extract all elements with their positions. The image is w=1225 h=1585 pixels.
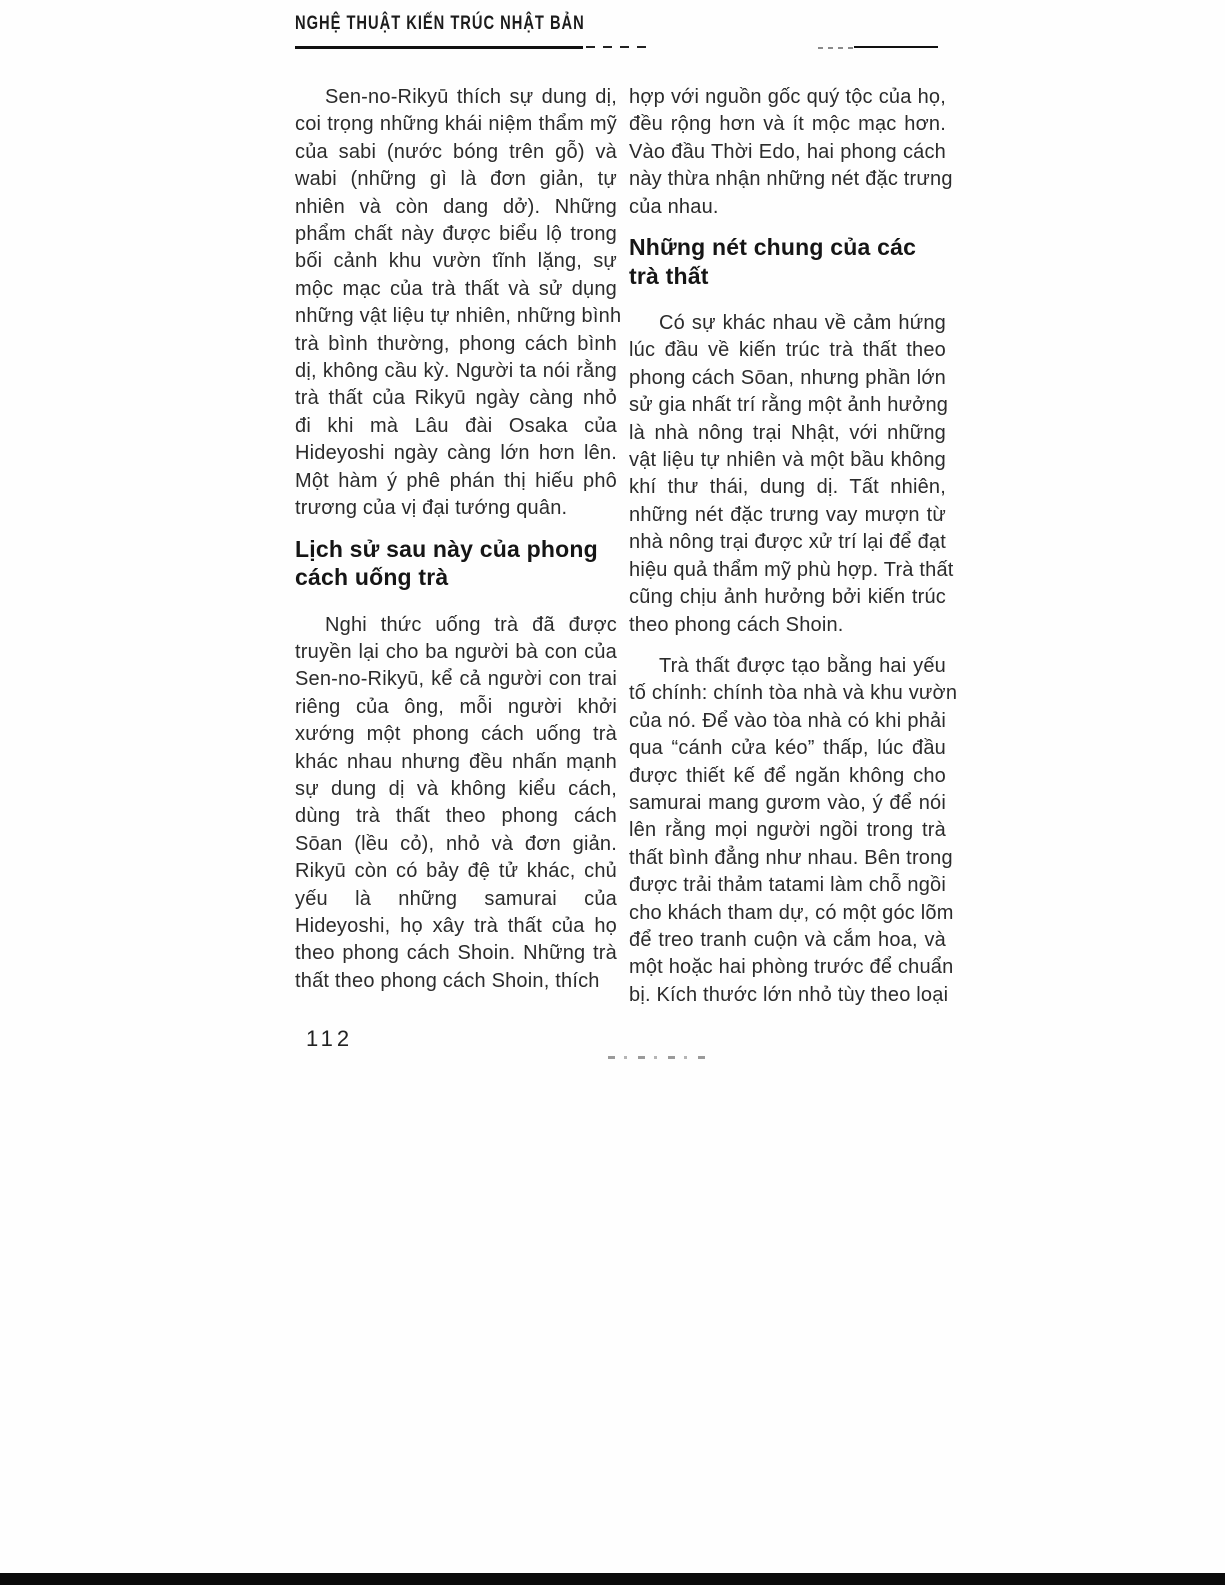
text-line: truyền lại cho ba người bà con của bbox=[295, 640, 617, 663]
paragraph bbox=[295, 84, 622, 523]
text-line: theo phong cách Shoin. bbox=[629, 613, 844, 636]
text-line: khí thư thái, dung dị. Tất nhiên, bbox=[629, 476, 946, 499]
stray-dash-marks bbox=[608, 1056, 712, 1059]
text-line: theo phong cách Shoin. Những trà bbox=[295, 942, 617, 965]
text-line: khác nhau nhưng đều nhấn mạnh bbox=[295, 750, 617, 773]
text-line: Nghi thức uống trà đã được bbox=[325, 613, 617, 636]
page-number: 112 bbox=[306, 1026, 354, 1051]
text-line: sự dung dị và không kiểu cách, bbox=[295, 777, 617, 800]
text-line: yếu là những samurai của bbox=[295, 887, 617, 910]
text-line: đi khi mà Lâu đài Osaka của bbox=[295, 414, 617, 437]
text-line: lúc đầu về kiến trúc trà thất theo bbox=[629, 339, 946, 362]
heading-line: cách uống trà bbox=[295, 564, 449, 590]
text-line: phẩm chất này được biểu lộ trong bbox=[295, 223, 617, 246]
text-line: bối cảnh khu vườn tĩnh lặng, sự bbox=[295, 250, 617, 273]
text-line: được thiết kế để ngăn không cho bbox=[629, 764, 946, 787]
text-line: coi trọng những khái niệm thẩm mỹ bbox=[295, 113, 617, 136]
text-line: sử gia nhất trí rằng một ảnh hưởng bbox=[629, 394, 949, 417]
heading-line: trà thất bbox=[629, 262, 709, 289]
text-line: Một hàm ý phê phán thị hiếu phô bbox=[295, 469, 617, 492]
text-line: hiệu quả thẩm mỹ phù hợp. Trà thất bbox=[629, 558, 954, 581]
section-heading bbox=[629, 233, 946, 290]
header-rule-segment-right bbox=[854, 46, 938, 48]
text-line: vật liệu tự nhiên và một bầu không bbox=[629, 449, 946, 472]
text-line: hợp với nguồn gốc quý tộc của họ, bbox=[629, 86, 946, 108]
text-line: nhà nông trại được xử trí lại để đạt bbox=[629, 531, 946, 554]
text-line: Sen-no-Rikyū thích sự dung dị, bbox=[325, 86, 617, 108]
text-line: trà bình thường, phong cách bình bbox=[295, 332, 617, 355]
text-line: Có sự khác nhau về cảm hứng bbox=[659, 312, 946, 335]
text-line: nhiên và còn dang dở). Những bbox=[295, 195, 617, 218]
text-line: thất theo phong cách Shoin, thích bbox=[295, 969, 600, 992]
text-line: đều rộng hơn và ít mộc mạc hơn. bbox=[629, 113, 946, 136]
header-rule-segment bbox=[295, 46, 583, 49]
text-line: của nó. Để vào tòa nhà có khi phải bbox=[629, 709, 946, 732]
text-line: trương của vị đại tướng quân. bbox=[295, 497, 568, 520]
text-line: mộc mạc của trà thất và sử dụng bbox=[295, 277, 617, 300]
header-rule-dots bbox=[818, 47, 854, 49]
text-line: xướng một phong cách uống trà bbox=[295, 723, 617, 746]
text-line: phong cách Sōan, nhưng phần lớn bbox=[629, 366, 946, 389]
text-line: Trà thất được tạo bằng hai yếu bbox=[659, 654, 946, 677]
text-line: Vào đầu Thời Edo, hai phong cách bbox=[629, 140, 946, 163]
header-rule-dashes bbox=[586, 46, 654, 48]
text-line: lên rằng mọi người ngồi trong trà bbox=[629, 819, 946, 842]
text-line: của nhau. bbox=[629, 195, 719, 218]
text-line: samurai mang gươm vào, ý để nói bbox=[629, 791, 946, 814]
text-line: tố chính: chính tòa nhà và khu vườn bbox=[629, 682, 958, 705]
text-line: Sōan (lều cỏ), nhỏ và đơn giản. bbox=[295, 832, 617, 855]
text-line: là nhà nông trại Nhật, với những bbox=[629, 421, 946, 444]
text-line: những vật liệu tự nhiên, những bình bbox=[295, 305, 622, 328]
text-line: những nét đặc trưng vay mượn từ bbox=[629, 503, 946, 526]
text-line: cho khách tham dự, có một góc lõm bbox=[629, 901, 954, 924]
text-line: để treo tranh cuộn và cắm hoa, và bbox=[629, 928, 946, 951]
text-column-left bbox=[295, 84, 622, 995]
text-line: này thừa nhận những nét đặc trưng bbox=[629, 168, 953, 191]
text-line: một hoặc hai phòng trước để chuẩn bbox=[629, 956, 954, 979]
paragraph bbox=[629, 653, 958, 1009]
paragraph bbox=[629, 84, 953, 221]
paragraph bbox=[629, 310, 954, 639]
text-line: dùng trà thất theo phong cách bbox=[295, 805, 617, 828]
text-line: dị, không cầu kỳ. Người ta nói rằng bbox=[295, 360, 617, 383]
text-line: thất bình đẳng như nhau. Bên trong bbox=[629, 846, 953, 869]
text-line: Rikyū còn có bảy đệ tử khác, chủ bbox=[295, 860, 617, 883]
running-header-title: NGHỆ THUẬT KIẾN TRÚC NHẬT BẢN bbox=[295, 12, 585, 35]
text-line: trà thất của Rikyū ngày càng nhỏ bbox=[295, 387, 617, 410]
text-line: bị. Kích thước lớn nhỏ tùy theo loại bbox=[629, 983, 949, 1006]
text-line: Hideyoshi, họ xây trà thất của họ bbox=[295, 914, 617, 937]
text-line: qua “cánh cửa kéo” thấp, lúc đầu bbox=[629, 737, 946, 760]
text-line: được trải thảm tatami làm chỗ ngồi bbox=[629, 874, 946, 897]
text-column-right bbox=[629, 84, 958, 1009]
text-line: Sen-no-Rikyū, kể cả người con trai bbox=[295, 668, 617, 691]
text-line: cũng chịu ảnh hưởng bởi kiến trúc bbox=[629, 586, 946, 609]
heading-line: Những nét chung của các bbox=[629, 234, 917, 261]
text-line: riêng của ông, mỗi người khởi bbox=[295, 695, 617, 718]
section-heading bbox=[295, 535, 617, 592]
text-line: wabi (những gì là đơn giản, tự bbox=[295, 168, 617, 191]
scan-edge-band bbox=[0, 1573, 1225, 1585]
paragraph bbox=[295, 612, 617, 996]
heading-line: Lịch sử sau này của phong bbox=[295, 535, 598, 562]
text-line: Hideyoshi ngày càng lớn hơn lên. bbox=[295, 442, 617, 465]
text-line: của sabi (nước bóng trên gỗ) và bbox=[295, 140, 617, 163]
